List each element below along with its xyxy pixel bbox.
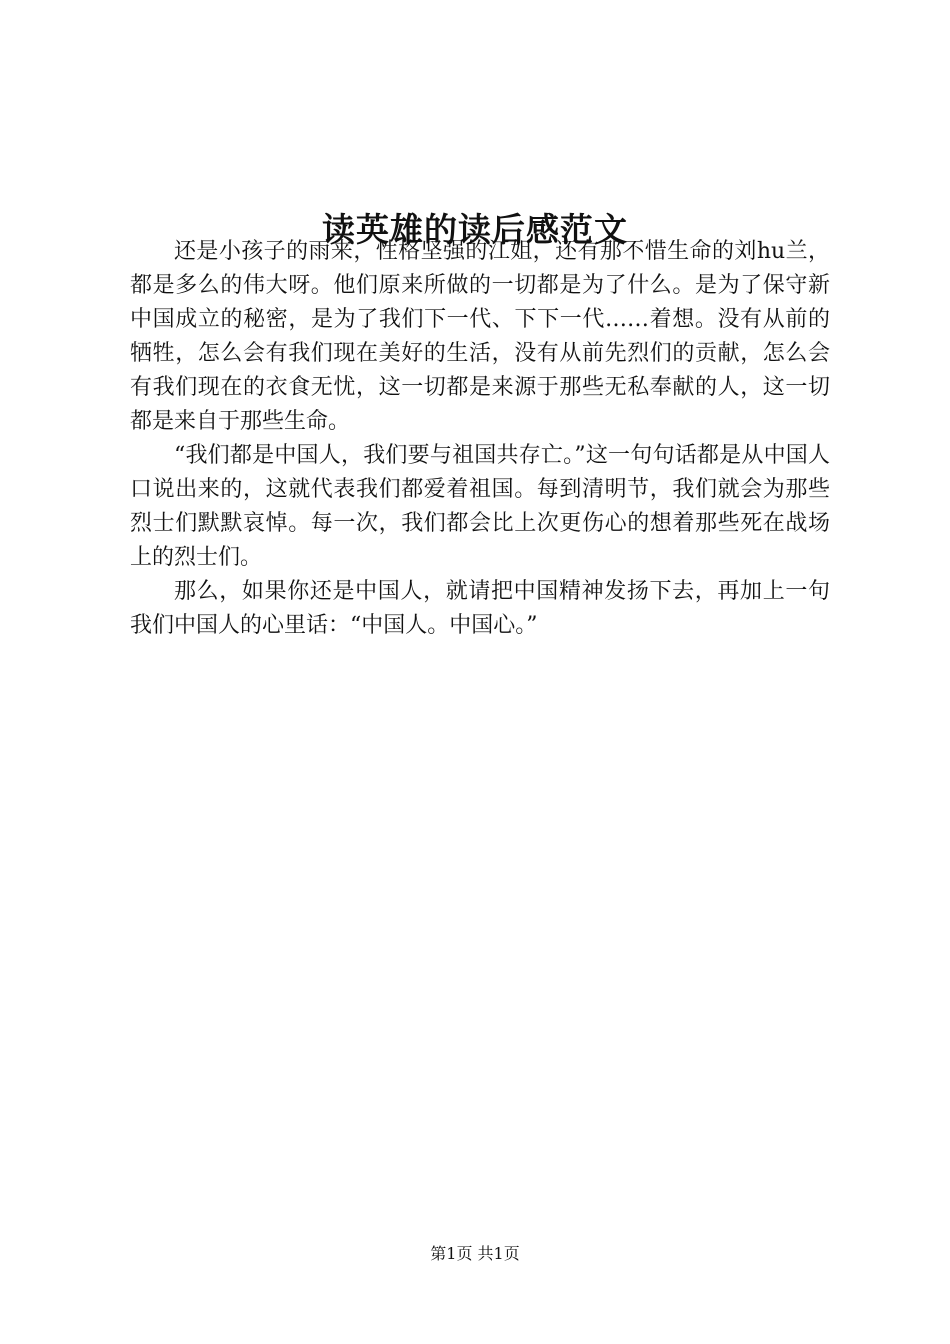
page-footer: 第1页 共1页 (430, 1244, 520, 1263)
article-body (130, 235, 830, 643)
paragraph: “我们都是中国人，我们要与祖国共存亡。”这一句句话都是从中国人口说出来的，这就代表我们都爱着祖国。每到清明节，我们就会为那些烈士们默默哀悼。每一次，我们都会比上次更伤心的想着那些死在战场上的烈士们。 (130, 443, 830, 570)
paragraph: 还是小孩子的雨来，性格坚强的江姐，还有那不惜生命的刘hu兰，都是多么的伟大呀。他们原来所做的一切都是为了什么。是为了保守新中国成立的秘密，是为了我们下一代、下下一代……着想。没有从前的牺牲，怎么会有我们现在美好的生活，没有从前先烈们的贡献，怎么会有我们现在的衣食无忧，这一切都是来源于那些无私奉献的人，这一切都是来自于那些生命。 (130, 239, 830, 434)
paragraph: 那么，如果你还是中国人，就请把中国精神发扬下去，再加上一句我们中国人的心里话：“中国人。中国心。” (130, 579, 830, 638)
page-title: 读英雄的读后感范文 (322, 210, 628, 250)
